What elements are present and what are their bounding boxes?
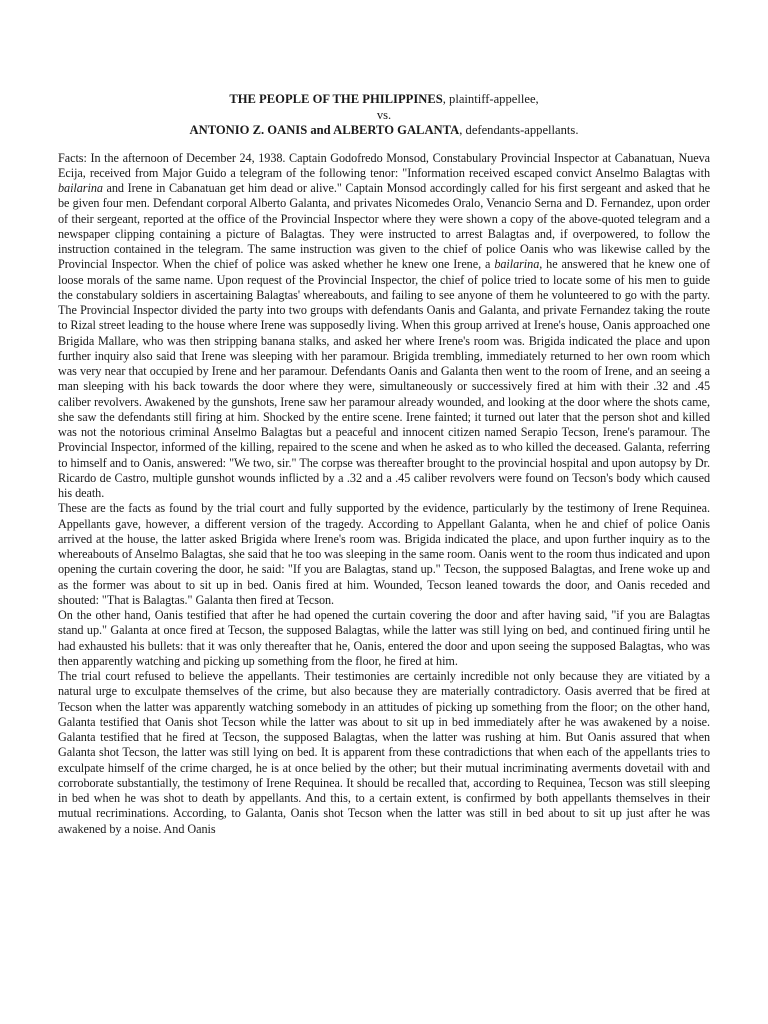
case-caption [58,92,710,139]
document-body [58,151,710,837]
facts-italic-2: bailarina [494,257,540,272]
oanis-testimony-paragraph: On the other hand, Oanis testified that after he had opened the curtain covering the door and after having said, "if you are Balagtas stand up." Galanta at once fired at Tecson, the supposed Balagtas, while the latter was still lying on bed, and continued firing until he had exhausted his bullets: that it was only thereafter that he, Oanis, entered the door and upon seeing the supposed Balagtas, who was then apparently watching and picking up something from the floor, he fired at him. [58,608,710,668]
defendants-role: , defendants-appellants. [459,123,579,137]
facts-text-2: and Irene in Cabanatuan get him dead or alive." Captain Monsod accordingly called for his first sergeant and asked that he be given four men. Defendant corporal Alberto Galanta, and privates Nicomedes Oralo, Venancio Serna and D. Fernandez, upon order of their sergeant, reported at the office of the Provincial Inspector where they were shown a copy of the above-quoted telegram and a newspaper clipping containing a picture of Balagtas. They were instructed to arrest Balagtas and, if overpowered, to follow the instruction contained in the telegram. The same instruction was given to the chief of police Oanis who was likewise called by the Provincial Inspector. When the chief of police was asked whether he knew one Irene, a [58,181,710,272]
facts-text-1: Facts: In the afternoon of December 24, 1938. Captain Godofredo Monsod, Constabulary Provincial Inspector at Cabanatuan, Nueva Ecija, received from Major Guido a telegram of the following tenor: "Information received escaped convict Anselmo Balagtas with [58,150,710,180]
trial-facts-paragraph: These are the facts as found by the trial court and fully supported by the evidence, particularly by the testimony of Irene Requinea. Appellants gave, however, a different version of the tragedy. According to Appellant Galanta, when he and chief of police Oanis arrived at the house, the latter asked Brigida where Irene's room was. Brigida indicated the place, and upon further inquiry as to the whereabouts of Anselmo Balagtas, she said that he too was sleeping in the same room. Oanis went to the room thus indicated and upon opening the curtain covering the door, he said: "If you are Balagtas, stand up." Tecson, the supposed Balagtas, and Irene woke up and as the former was about to sit up in bed. Oanis fired at him. Wounded, Tecson leaned towards the door, and Oanis receded and shouted: "That is Balagtas." Galanta then fired at Tecson. [58,501,710,607]
facts-italic-1: bailarina [58,181,103,195]
plaintiff-line [58,92,710,108]
facts-paragraph [58,151,710,502]
versus-line: vs. [376,107,392,122]
trial-court-paragraph: The trial court refused to believe the appellants. Their testimonies are certainly incredible not only because they are vitiated by a natural urge to exculpate themselves of the crime, but also because they are materially contradictory. Oasis averred that be fired at Tecson when the latter was apparently watching somebody in an attitudes of picking up something from the floor; on the other hand, Galanta testified that Oanis shot Tecson while the latter was about to sit up in bed immediately after he was awakened by a noise. Galanta testified that he fired at Tecson, the supposed Balagtas, when the latter was rushing at him. But Oanis assured that when Galanta shot Tecson, the latter was still lying on bed. It is apparent from these contradictions that when each of the appellants tries to exculpate himself of the crime charged, he is at once belied by the other; but their mutual incriminating averments dovetail with and corroborate substantially, the testimony of Irene Requinea. It should be recalled that, according to Requinea, Tecson was still sleeping in bed when he was shot to death by appellants. And this, to a certain extent, is confirmed by both appellants themselves in their mutual recriminations. According, to Galanta, Oanis shot Tecson when the latter was still in bed about to sit up just after he was awakened by a noise. And Oanis [58,669,710,836]
plaintiff-role: , plaintiff-appellee, [442,92,539,106]
facts-text-3: , he answered that he knew one of loose morals of the same name. Upon request of the Provincial Inspector, the chief of police tried to locate some of his men to guide the constabulary soldiers in ascertaining Balagtas' whereabouts, and failing to see anyone of them he volunteered to go with the party. The Provincial Inspector divided the party into two groups with defendants Oanis and Galanta, and private Fernandez taking the route to Rizal street leading to the house where Irene was supposedly living. When this group arrived at Irene's house, Oanis approached one Brigida Mallare, who was then stripping banana stalks, and asked her where Irene's room was. Brigida indicated the place and upon further inquiry also said that Irene was sleeping with her paramour. Brigida trembling, immediately returned to her own room which was very near that occupied by Irene and her paramour. Defendants Oanis and Galanta then went to the room of Irene, and an seeing a man sleeping with his back towards the door where they were, simultaneously or successively fired at him with their .32 and .45 caliber revolvers. Awakened by the gunshots, Irene saw her paramour already wounded, and looking at the door where the shots came, she saw the defendants still firing at him. Shocked by the entire scene. Irene fainted; it turned out later that the person shot and killed was not the notorious criminal Anselmo Balagtas but a peaceful and innocent citizen named Serapio Tecson, Irene's paramour. The Provincial Inspector, informed of the killing, repaired to the scene and when he asked as to who killed the deceased. Galanta, referring to himself and to Oanis, answered: "We two, sir." The corpse was thereafter brought to the provincial hospital and upon autopsy by Dr. Ricardo de Castro, multiple gunshot wounds inflicted by a .32 and a .45 caliber revolvers were found on Tecson's body which caused his death. [58,257,710,500]
plaintiff-name: THE PEOPLE OF THE PHILIPPINES [229,92,443,106]
defendants-line [58,123,710,139]
defendants-name: ANTONIO Z. OANIS and ALBERTO GALANTA [189,123,460,137]
